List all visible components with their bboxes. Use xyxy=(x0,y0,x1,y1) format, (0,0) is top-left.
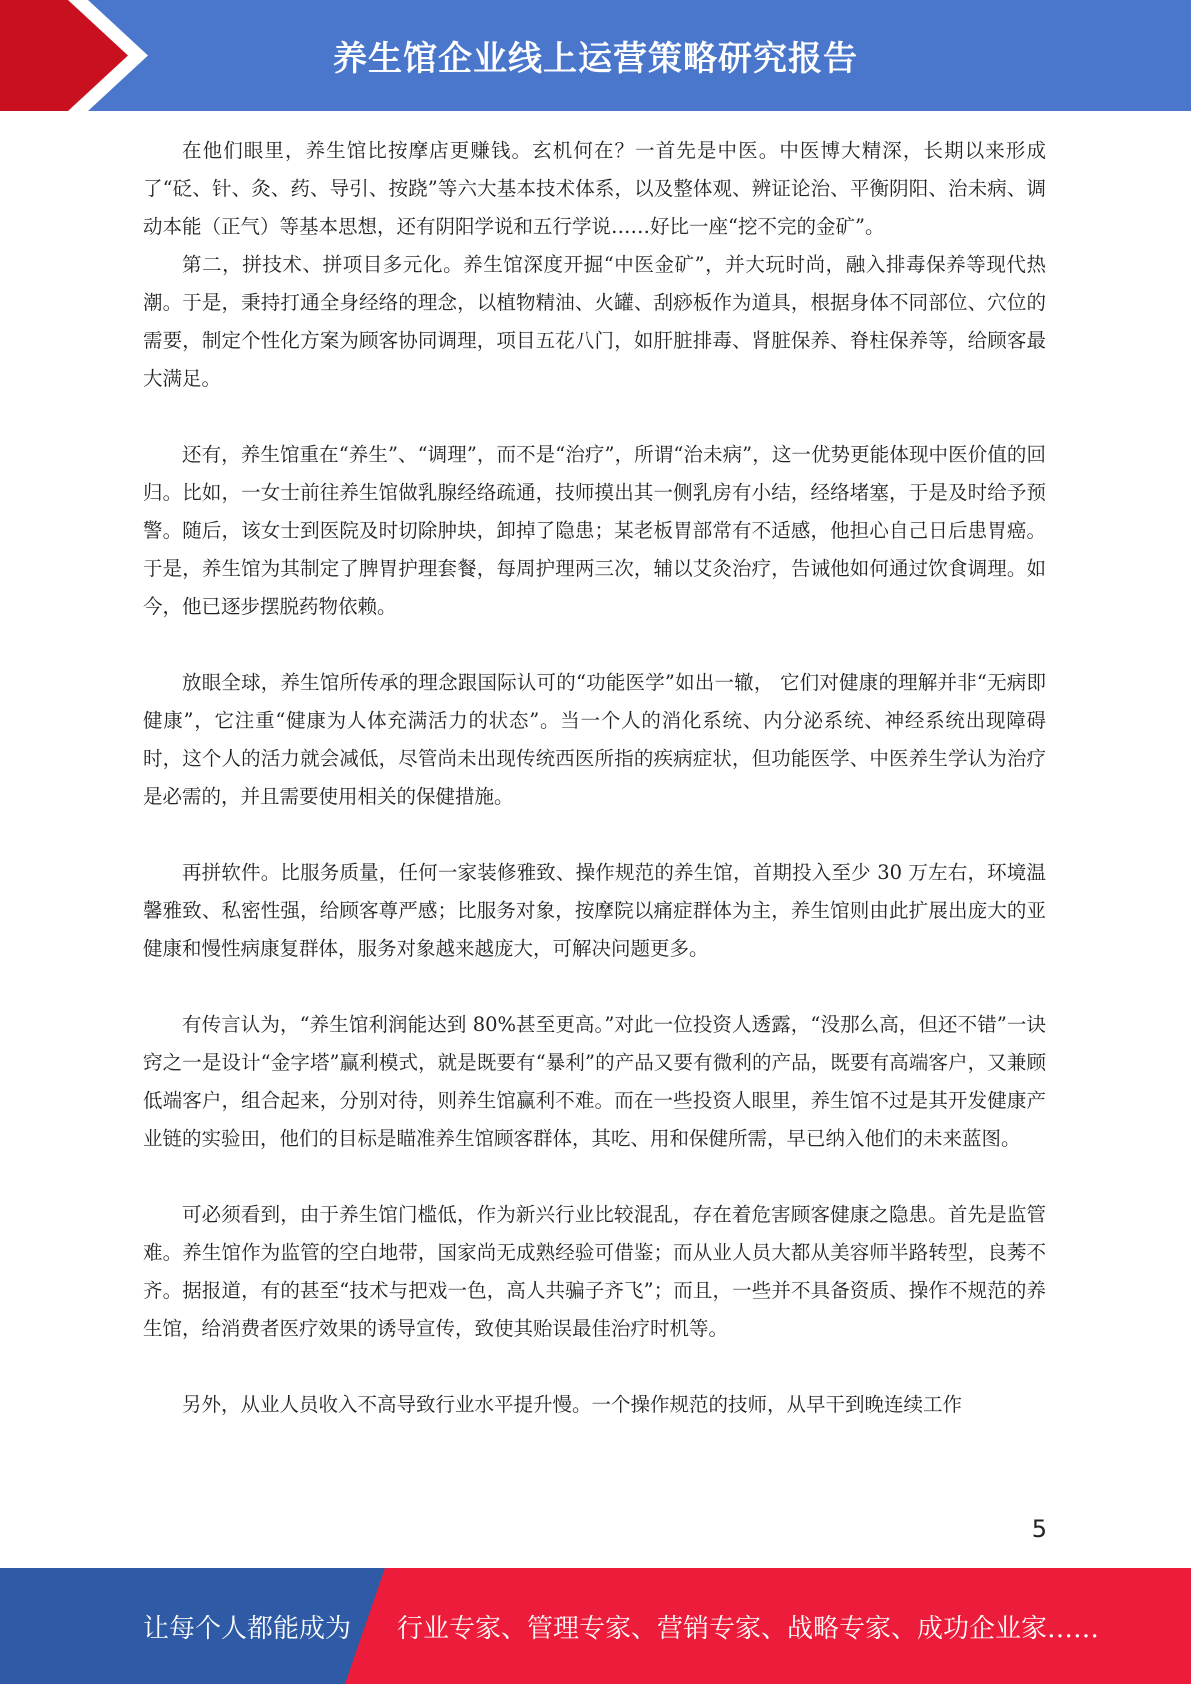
paragraph-spacer xyxy=(143,1158,1046,1196)
paragraph: 再拼软件。比服务质量，任何一家装修雅致、操作规范的养生馆，首期投入至少 30 万左右，环境温馨雅致、私密性强，给顾客尊严感；比服务对象，按摩院以痛症群体为主，养生馆则由此扩展出庞大的亚健康和慢性病康复群体，服务对象越来越庞大，可解决问题更多。 xyxy=(143,861,1046,960)
paragraph-spacer xyxy=(143,1348,1046,1386)
header-arrow-icon xyxy=(0,0,160,111)
paragraph-spacer xyxy=(143,626,1046,664)
paragraph: 还有，养生馆重在“养生”、“调理”，而不是“治疗”，所谓“治未病”，这一优势更能体现中医价值的回归。比如，一女士前往养生馆做乳腺经络疏通，技师摸出其一侧乳房有小结，经络堵塞，于是及时给予预警。随后，该女士到医院及时切除肿块，卸掉了隐患；某老板胃部常有不适感，他担心自己日后患胃癌。于是，养生馆为其制定了脾胃护理套餐，每周护理两三次，辅以艾灸治疗，告诫他如何通过饮食调理。如今，他已逐步摆脱药物依赖。 xyxy=(143,443,1046,618)
paragraph: 放眼全球，养生馆所传承的理念跟国际认可的“功能医学”如出一辙， 它们对健康的理解并非“无病即健康”，它注重“健康为人体充满活力的状态”。当一个人的消化系统、内分泌系统、神经系统出现障碍时，这个人的活力就会减低，尽管尚未出现传统西医所指的疾病症状，但功能医学、中医养生学认为治疗是必需的，并且需要使用相关的保健措施。 xyxy=(143,671,1046,808)
page-header xyxy=(0,0,1191,111)
page-footer xyxy=(0,1568,1191,1684)
paragraph: 可必须看到，由于养生馆门槛低，作为新兴行业比较混乱，存在着危害顾客健康之隐患。首先是监管难。养生馆作为监管的空白地带，国家尚无成熟经验可借鉴；而从业人员大都从美容师半路转型，良莠不齐。据报道，有的甚至“技术与把戏一色，高人共骗子齐飞”；而且，一些并不具备资质、操作不规范的养生馆，给消费者医疗效果的诱导宣传，致使其贻误最佳治疗时机等。 xyxy=(143,1203,1046,1340)
footer-slogan-right: 行业专家、管理专家、营销专家、战略专家、成功企业家…… xyxy=(397,1613,1100,1644)
report-title: 养生馆企业线上运营策略研究报告 xyxy=(333,39,858,79)
paragraph: 在他们眼里，养生馆比按摩店更赚钱。玄机何在？一首先是中医。中医博大精深，长期以来形成了“砭、针、灸、药、导引、按跷”等六大基本技术体系，以及整体观、辨证论治、平衡阴阳、治未病、调动本能（正气）等基本思想，还有阴阳学说和五行学说……好比一座“挖不完的金矿”。 xyxy=(143,139,1046,238)
paragraph-spacer xyxy=(143,968,1046,1006)
paragraph: 另外，从业人员收入不高导致行业水平提升慢。一个操作规范的技师，从早干到晚连续工作 xyxy=(182,1393,963,1416)
paragraph: 有传言认为，“养生馆利润能达到 80%甚至更高。”对此一位投资人透露，“没那么高，但还不错”一诀窍之一是设计“金字塔”赢利模式，就是既要有“暴利”的产品又要有微利的产品，既要有高端客户，又兼顾低端客户，组合起来，分别对待，则养生馆赢利不难。而在一些投资人眼里，养生馆不过是其开发健康产业链的实验田，他们的目标是瞄准养生馆顾客群体，其吃、用和保健所需，早已纳入他们的未来蓝图。 xyxy=(143,1013,1046,1150)
footer-slogan-left: 让每个人都能成为 xyxy=(143,1613,352,1644)
paragraph-spacer xyxy=(143,398,1046,436)
page-number: 5 xyxy=(1031,1515,1047,1543)
paragraph-spacer xyxy=(143,816,1046,854)
report-body xyxy=(143,132,1046,1424)
paragraph: 第二，拼技术、拼项目多元化。养生馆深度开掘“中医金矿”，并大玩时尚，融入排毒保养等现代热潮。于是，秉持打通全身经络的理念，以植物精油、火罐、刮痧板作为道具，根据身体不同部位、穴位的需要，制定个性化方案为顾客协同调理，项目五花八门，如肝脏排毒、肾脏保养、脊柱保养等，给顾客最大满足。 xyxy=(143,253,1046,390)
